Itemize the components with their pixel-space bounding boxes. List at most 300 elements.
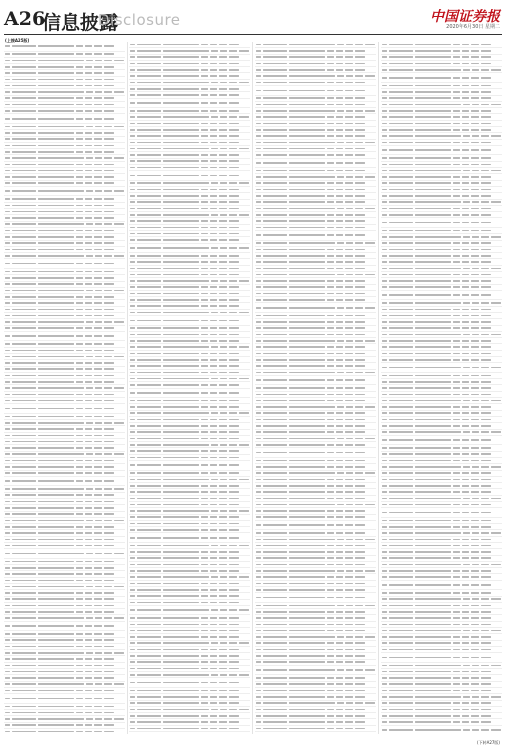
table-cell bbox=[5, 283, 10, 285]
table-cell bbox=[210, 431, 217, 433]
table-cell bbox=[355, 721, 365, 723]
table-cell bbox=[346, 406, 353, 408]
table-cell bbox=[289, 406, 335, 408]
table-cell bbox=[327, 170, 334, 172]
table-cell bbox=[163, 129, 199, 131]
table-cell bbox=[5, 598, 10, 600]
table-cell bbox=[239, 50, 249, 52]
table-cell bbox=[389, 170, 413, 172]
table-cell bbox=[382, 526, 387, 528]
table-cell bbox=[289, 394, 325, 396]
table-cell bbox=[85, 494, 92, 496]
table-cell bbox=[365, 142, 375, 144]
table-cell bbox=[5, 381, 10, 383]
table-cell bbox=[256, 135, 261, 137]
table-cell bbox=[12, 198, 36, 200]
table-cell bbox=[137, 255, 161, 257]
table-cell bbox=[256, 387, 261, 389]
table-cell bbox=[229, 340, 239, 342]
table-cell bbox=[114, 422, 124, 424]
table-cell bbox=[263, 299, 287, 301]
table-cell bbox=[472, 466, 479, 468]
table-cell bbox=[12, 646, 36, 648]
table-cell bbox=[336, 485, 343, 487]
table-cell bbox=[336, 82, 343, 84]
table-cell bbox=[38, 302, 74, 304]
table-cell bbox=[104, 466, 114, 468]
table-cell bbox=[263, 176, 287, 178]
table-cell bbox=[201, 75, 208, 77]
table-cell bbox=[137, 247, 161, 249]
table-cell bbox=[239, 412, 249, 414]
table-cell bbox=[229, 406, 239, 408]
table-cell bbox=[38, 176, 74, 178]
table-cell bbox=[219, 160, 227, 162]
table-cell bbox=[229, 69, 239, 71]
table-cell bbox=[256, 532, 261, 534]
table-cell bbox=[471, 683, 479, 685]
table-cell bbox=[130, 529, 135, 531]
table-cell bbox=[201, 595, 208, 597]
table-cell bbox=[263, 129, 287, 131]
table-cell bbox=[76, 327, 83, 329]
table-cell bbox=[85, 53, 92, 55]
table-cell bbox=[229, 412, 237, 414]
table-cell bbox=[94, 72, 102, 74]
table-cell bbox=[229, 102, 239, 104]
table-cell bbox=[263, 642, 287, 644]
table-cell bbox=[355, 346, 365, 348]
table-cell bbox=[453, 261, 460, 263]
table-cell bbox=[5, 145, 10, 147]
table-cell bbox=[38, 170, 74, 172]
table-cell bbox=[263, 365, 287, 367]
table-cell bbox=[210, 504, 217, 506]
table-cell bbox=[38, 428, 74, 430]
table-cell bbox=[114, 520, 124, 522]
table-cell bbox=[229, 280, 237, 282]
table-cell bbox=[5, 242, 10, 244]
table-cell bbox=[38, 441, 74, 443]
table-cell bbox=[137, 320, 161, 322]
table-cell bbox=[12, 718, 36, 720]
table-cell bbox=[210, 334, 217, 336]
table-cell bbox=[491, 696, 501, 698]
table-cell bbox=[415, 286, 451, 288]
table-cell bbox=[130, 88, 135, 90]
table-cell bbox=[38, 321, 84, 323]
table-cell bbox=[130, 609, 135, 611]
table-cell bbox=[114, 60, 124, 62]
table-cell bbox=[336, 460, 343, 462]
table-cell bbox=[415, 327, 451, 329]
table-cell bbox=[219, 419, 227, 421]
table-cell bbox=[471, 460, 479, 462]
table-cell bbox=[462, 545, 469, 547]
table-cell bbox=[5, 400, 10, 402]
table-cell bbox=[219, 682, 227, 684]
table-cell bbox=[114, 586, 124, 588]
table-cell bbox=[327, 709, 334, 711]
table-cell bbox=[86, 553, 93, 555]
table-cell bbox=[355, 597, 365, 599]
table-cell bbox=[327, 346, 334, 348]
table-cell bbox=[201, 88, 208, 90]
table-cell bbox=[355, 649, 365, 651]
table-cell bbox=[137, 56, 161, 58]
table-cell bbox=[263, 255, 287, 257]
table-cell bbox=[462, 702, 469, 704]
table-cell bbox=[389, 677, 413, 679]
table-cell bbox=[462, 447, 469, 449]
table-cell bbox=[229, 709, 237, 711]
table-cell bbox=[163, 365, 199, 367]
table-cell bbox=[104, 422, 112, 424]
table-cell bbox=[219, 438, 227, 440]
table-cell bbox=[481, 236, 489, 238]
table-cell bbox=[355, 510, 365, 512]
table-cell bbox=[462, 44, 469, 46]
table-cell bbox=[453, 605, 460, 607]
table-cell bbox=[137, 154, 161, 156]
table-cell bbox=[229, 728, 239, 730]
table-cell bbox=[137, 491, 161, 493]
table-cell bbox=[94, 561, 102, 563]
table-cell bbox=[355, 532, 365, 534]
table-cell bbox=[453, 394, 460, 396]
table-cell bbox=[94, 277, 102, 279]
table-cell bbox=[163, 655, 199, 657]
table-cell bbox=[104, 110, 114, 112]
table-cell bbox=[289, 551, 325, 553]
table-cell bbox=[137, 682, 161, 684]
table-cell bbox=[481, 598, 489, 600]
table-cell bbox=[481, 642, 491, 644]
table-cell bbox=[239, 214, 249, 216]
table-cell bbox=[12, 211, 36, 213]
table-cell bbox=[137, 359, 161, 361]
table-cell bbox=[382, 91, 387, 93]
table-cell bbox=[137, 425, 161, 427]
table-cell bbox=[481, 564, 489, 566]
table-cell bbox=[355, 201, 365, 203]
table-cell bbox=[481, 315, 491, 317]
table-cell bbox=[137, 44, 161, 46]
table-cell bbox=[94, 350, 102, 352]
table-cell bbox=[472, 498, 479, 500]
section-title-en: Disclosure bbox=[98, 11, 181, 29]
table-cell bbox=[38, 617, 84, 619]
table-cell bbox=[336, 334, 343, 336]
table-cell bbox=[256, 142, 261, 144]
table-cell bbox=[415, 116, 451, 118]
table-cell bbox=[389, 321, 413, 323]
table-cell bbox=[12, 494, 36, 496]
table-cell bbox=[256, 97, 261, 99]
table-cell bbox=[210, 208, 217, 210]
table-cell bbox=[355, 353, 365, 355]
table-cell bbox=[389, 431, 413, 433]
table-cell bbox=[104, 91, 112, 93]
table-cell bbox=[336, 286, 343, 288]
table-cell bbox=[85, 283, 92, 285]
table-cell bbox=[263, 589, 287, 591]
table-cell bbox=[210, 491, 217, 493]
table-cell bbox=[289, 286, 325, 288]
table-cell bbox=[355, 129, 365, 131]
table-cell bbox=[382, 195, 387, 197]
table-cell bbox=[163, 353, 199, 355]
table-cell bbox=[415, 149, 451, 151]
table-cell bbox=[355, 539, 363, 541]
table-cell bbox=[327, 545, 334, 547]
table-cell bbox=[263, 274, 287, 276]
table-cell bbox=[453, 425, 460, 427]
table-cell bbox=[5, 290, 10, 292]
table-cell bbox=[137, 274, 161, 276]
table-cell bbox=[355, 617, 365, 619]
table-cell bbox=[5, 513, 10, 515]
table-cell bbox=[38, 731, 74, 733]
table-cell bbox=[263, 75, 287, 77]
table-cell bbox=[38, 561, 74, 563]
table-cell bbox=[85, 466, 92, 468]
table-cell bbox=[12, 573, 36, 575]
table-cell bbox=[38, 45, 74, 47]
table-cell bbox=[85, 343, 92, 345]
table-row bbox=[381, 436, 502, 446]
table-cell bbox=[481, 214, 491, 216]
table-cell bbox=[471, 214, 479, 216]
table-cell bbox=[12, 683, 36, 685]
table-cell bbox=[481, 400, 489, 402]
table-cell bbox=[491, 564, 501, 566]
table-cell bbox=[219, 431, 227, 433]
table-cell bbox=[94, 646, 102, 648]
table-cell bbox=[229, 372, 239, 374]
table-cell bbox=[130, 233, 135, 235]
table-cell bbox=[94, 400, 102, 402]
table-cell bbox=[453, 381, 460, 383]
table-cell bbox=[85, 309, 92, 311]
table-cell bbox=[76, 394, 83, 396]
table-cell bbox=[163, 299, 199, 301]
table-cell bbox=[104, 416, 114, 418]
table-cell bbox=[163, 123, 199, 125]
table-cell bbox=[355, 82, 365, 84]
table-cell bbox=[389, 649, 413, 651]
table-cell bbox=[382, 261, 387, 263]
table-cell bbox=[201, 201, 208, 203]
table-cell bbox=[38, 690, 74, 692]
table-cell bbox=[38, 223, 84, 225]
table-cell bbox=[453, 129, 460, 131]
table-cell bbox=[256, 545, 261, 547]
table-cell bbox=[137, 431, 161, 433]
table-cell bbox=[5, 356, 10, 358]
table-cell bbox=[263, 220, 287, 222]
table-cell bbox=[481, 50, 491, 52]
table-cell bbox=[336, 321, 343, 323]
table-cell bbox=[12, 343, 36, 345]
table-cell bbox=[130, 280, 135, 282]
table-cell bbox=[355, 104, 365, 106]
table-cell bbox=[389, 551, 413, 553]
table-cell bbox=[229, 583, 239, 585]
table-cell bbox=[453, 189, 460, 191]
table-cell bbox=[289, 425, 325, 427]
table-cell bbox=[462, 472, 469, 474]
table-cell bbox=[104, 639, 114, 641]
table-cell bbox=[327, 524, 334, 526]
table-cell bbox=[229, 702, 239, 704]
table-cell bbox=[355, 589, 365, 591]
table-cell bbox=[104, 460, 114, 462]
table-cell bbox=[210, 293, 217, 295]
table-cell bbox=[94, 132, 102, 134]
table-cell bbox=[229, 239, 239, 241]
table-cell bbox=[210, 227, 217, 229]
table-cell bbox=[38, 592, 74, 594]
table-cell bbox=[355, 261, 365, 263]
table-cell bbox=[481, 617, 491, 619]
table-cell bbox=[76, 145, 83, 147]
table-cell bbox=[137, 353, 161, 355]
table-cell bbox=[12, 466, 36, 468]
table-cell bbox=[211, 378, 218, 380]
table-cell bbox=[481, 512, 491, 514]
table-cell bbox=[229, 142, 239, 144]
table-cell bbox=[5, 60, 10, 62]
table-cell bbox=[462, 359, 469, 361]
table-cell bbox=[12, 513, 36, 515]
table-cell bbox=[289, 702, 335, 704]
table-column-2 bbox=[129, 42, 250, 734]
table-cell bbox=[263, 56, 287, 58]
table-cell bbox=[130, 668, 135, 670]
table-cell bbox=[229, 668, 239, 670]
table-cell bbox=[201, 617, 208, 619]
table-cell bbox=[5, 176, 10, 178]
table-cell bbox=[104, 513, 114, 515]
table-cell bbox=[137, 293, 161, 295]
table-cell bbox=[5, 671, 10, 673]
table-cell bbox=[211, 312, 218, 314]
table-cell bbox=[453, 485, 460, 487]
table-cell bbox=[12, 138, 36, 140]
table-cell bbox=[327, 551, 334, 553]
table-cell bbox=[327, 532, 334, 534]
table-cell bbox=[327, 286, 334, 288]
table-cell bbox=[76, 460, 83, 462]
table-cell bbox=[38, 472, 74, 474]
table-cell bbox=[210, 715, 217, 717]
table-cell bbox=[137, 630, 161, 632]
table-cell bbox=[462, 56, 469, 58]
table-cell bbox=[163, 537, 199, 539]
table-cell bbox=[12, 79, 36, 81]
table-cell bbox=[94, 309, 102, 311]
table-cell bbox=[289, 75, 335, 77]
table-cell bbox=[85, 698, 92, 700]
table-cell bbox=[345, 557, 353, 559]
table-cell bbox=[327, 583, 334, 585]
table-cell bbox=[491, 466, 501, 468]
table-cell bbox=[327, 498, 334, 500]
table-cell bbox=[38, 350, 74, 352]
table-cell bbox=[289, 583, 325, 585]
table-cell bbox=[211, 674, 218, 676]
table-cell bbox=[85, 170, 92, 172]
table-cell bbox=[104, 211, 114, 213]
table-cell bbox=[229, 227, 239, 229]
table-cell bbox=[104, 217, 114, 219]
table-cell bbox=[355, 162, 365, 164]
table-cell bbox=[95, 190, 102, 192]
table-cell bbox=[76, 343, 83, 345]
table-cell bbox=[38, 698, 74, 700]
table-cell bbox=[355, 669, 363, 671]
table-cell bbox=[38, 520, 84, 522]
table-cell bbox=[345, 346, 353, 348]
table-cell bbox=[389, 381, 413, 383]
table-cell bbox=[210, 365, 217, 367]
table-cell bbox=[94, 494, 102, 496]
table-cell bbox=[389, 683, 413, 685]
table-cell bbox=[471, 195, 479, 197]
table-cell bbox=[471, 617, 479, 619]
table-cell bbox=[130, 334, 135, 336]
table-cell bbox=[355, 299, 365, 301]
table-cell bbox=[491, 302, 501, 304]
table-cell bbox=[229, 444, 237, 446]
table-cell bbox=[114, 157, 124, 159]
table-cell bbox=[201, 682, 208, 684]
table-row bbox=[255, 159, 376, 169]
table-cell bbox=[389, 249, 413, 251]
table-cell bbox=[163, 510, 209, 512]
table-cell bbox=[94, 145, 102, 147]
table-cell bbox=[76, 494, 83, 496]
table-cell bbox=[481, 222, 491, 224]
table-cell bbox=[85, 211, 92, 213]
table-cell bbox=[38, 532, 74, 534]
table-cell bbox=[163, 135, 199, 137]
table-cell bbox=[355, 110, 363, 112]
table-cell bbox=[415, 367, 461, 369]
table-cell bbox=[256, 597, 261, 599]
table-cell bbox=[289, 539, 335, 541]
table-cell bbox=[263, 715, 287, 717]
table-cell bbox=[346, 669, 353, 671]
table-cell bbox=[453, 557, 460, 559]
table-cell bbox=[355, 182, 365, 184]
table-cell bbox=[336, 387, 343, 389]
table-cell bbox=[38, 526, 74, 528]
table-cell bbox=[337, 307, 344, 309]
table-cell bbox=[415, 696, 461, 698]
table-cell bbox=[263, 406, 287, 408]
table-cell bbox=[210, 384, 217, 386]
table-row bbox=[129, 461, 250, 471]
table-cell bbox=[38, 706, 74, 708]
table-cell bbox=[471, 249, 479, 251]
table-cell bbox=[229, 208, 239, 210]
table-cell bbox=[382, 249, 387, 251]
table-cell bbox=[229, 609, 237, 611]
table-cell bbox=[130, 589, 135, 591]
table-cell bbox=[76, 545, 83, 547]
